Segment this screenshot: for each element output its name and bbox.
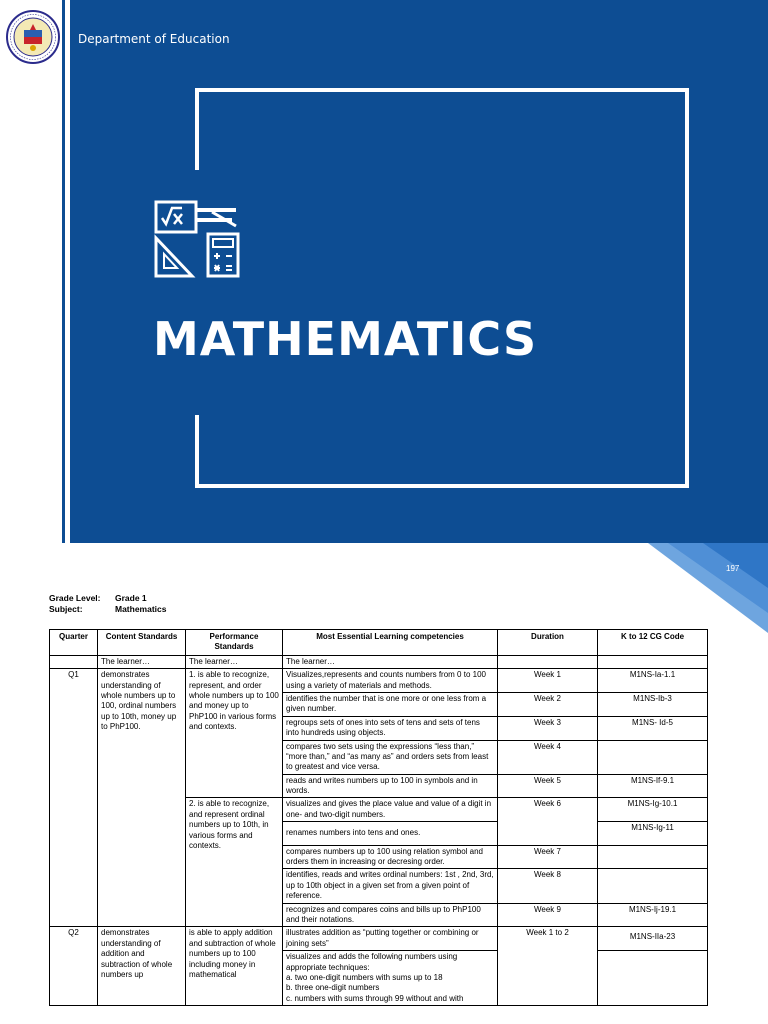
table-row xyxy=(50,669,708,693)
competency-cell: Visualizes,represents and counts numbers from 0 to 100 using a variety of materials and methods. xyxy=(283,669,498,693)
curriculum-page xyxy=(0,543,768,1024)
code-cell: M1NS-Ia-1.1 xyxy=(598,669,708,693)
duration-cell: Week 4 xyxy=(498,740,598,774)
cover-title: MATHEMATICS xyxy=(153,312,538,366)
competency-cell: identifies the number that is one more or one less from a given number. xyxy=(283,692,498,716)
table-header-row xyxy=(50,630,708,656)
code-cell: M1NS-Ij-19.1 xyxy=(598,903,708,927)
code-cell: M1NS-Ig-10.1 xyxy=(598,798,708,822)
page-number: 197 xyxy=(726,564,740,573)
subject-row xyxy=(49,604,167,614)
subheader-cell: The learner… xyxy=(98,655,186,668)
header-performance-standards: Performance Standards xyxy=(186,630,283,656)
competency-cell: compares two sets using the expressions “less than,” “more than,” and “as many as” and orders sets from least to greatest and vice versa. xyxy=(283,740,498,774)
competency-cell: regroups sets of ones into sets of tens and sets of tens into hundreds using objects. xyxy=(283,716,498,740)
code-cell: M1NS- Id-5 xyxy=(598,716,708,740)
header-duration: Duration xyxy=(498,630,598,656)
deped-seal-icon xyxy=(6,10,60,64)
code-cell xyxy=(598,845,708,869)
performance-standard-cell: 2. is able to recognize, and represent ordinal numbers up to 10th, in various forms and contexts. xyxy=(186,798,283,927)
subheader-cell: The learner… xyxy=(283,655,498,668)
code-cell: M1NS-If-9.1 xyxy=(598,774,708,798)
header-quarter: Quarter xyxy=(50,630,98,656)
duration-cell: Week 7 xyxy=(498,845,598,869)
header-competencies: Most Essential Learning competencies xyxy=(283,630,498,656)
subheader-cell xyxy=(598,655,708,668)
competency-subitem: a. two one-digit numbers with sums up to 18 xyxy=(286,972,443,982)
competency-cell: renames numbers into tens and ones. xyxy=(283,822,498,845)
code-cell xyxy=(598,740,708,774)
math-tools-icon xyxy=(152,198,244,280)
quarter-cell: Q1 xyxy=(50,669,98,927)
cover-side-stripe xyxy=(62,0,65,543)
competency-subitem: c. numbers with sums through 99 without and with xyxy=(286,993,464,1003)
code-cell: M1NS-Ib-3 xyxy=(598,692,708,716)
code-cell: M1NS-Ig-11 xyxy=(598,822,708,845)
competency-cell: illustrates addition as “putting together or combining or joining sets” xyxy=(283,927,498,951)
competency-table xyxy=(49,629,708,1006)
competency-cell: visualizes and gives the place value and value of a digit in one- and two-digit numbers. xyxy=(283,798,498,822)
duration-cell: Week 5 xyxy=(498,774,598,798)
header-content-standards: Content Standards xyxy=(98,630,186,656)
subject-value: Mathematics xyxy=(115,604,167,614)
performance-standard-cell: is able to apply addition and subtraction of whole numbers up to 100 including money in mathematical xyxy=(186,927,283,1006)
duration-cell: Week 9 xyxy=(498,903,598,927)
grade-level-value: Grade 1 xyxy=(115,593,147,603)
table-row xyxy=(50,927,708,951)
competency-cell: recognizes and compares coins and bills up to PhP100 and their notations. xyxy=(283,903,498,927)
table-subheader-row xyxy=(50,655,708,668)
competency-cell: compares numbers up to 100 using relation symbol and orders them in increasing or decresing order. xyxy=(283,845,498,869)
subheader-cell xyxy=(498,655,598,668)
content-standard-cell: demonstrates understanding of whole numbers up to 100, ordinal numbers up to 10th, money up to PhP100. xyxy=(98,669,186,927)
content-standard-cell: demonstrates understanding of addition and subtraction of whole numbers up xyxy=(98,927,186,1006)
page-corner-decoration xyxy=(648,543,768,633)
quarter-cell: Q2 xyxy=(50,927,98,1006)
duration-cell: Week 2 xyxy=(498,692,598,716)
code-cell xyxy=(598,869,708,903)
competency-subitem: b. three one-digit numbers xyxy=(286,983,380,993)
header-cg-code: K to 12 CG Code xyxy=(598,630,708,656)
performance-standard-cell: 1. is able to recognize, represent, and order whole numbers up to 100 and money up to PhP100 in various forms and contexts. xyxy=(186,669,283,798)
subheader-cell: The learner… xyxy=(186,655,283,668)
code-cell xyxy=(598,951,708,1006)
subject-label: Subject: xyxy=(49,604,83,614)
competency-cell: reads and writes numbers up to 100 in symbols and in words. xyxy=(283,774,498,798)
duration-cell: Week 3 xyxy=(498,716,598,740)
duration-cell: Week 6 xyxy=(498,798,598,845)
agency-name: Department of Education xyxy=(78,32,230,46)
competency-cell xyxy=(283,951,498,1006)
grade-level-row xyxy=(49,593,147,603)
grade-level-label: Grade Level: xyxy=(49,593,101,603)
duration-cell: Week 1 to 2 xyxy=(498,927,598,1006)
subheader-cell xyxy=(50,655,98,668)
duration-cell: Week 8 xyxy=(498,869,598,903)
cover-frame xyxy=(195,88,689,488)
duration-cell: Week 1 xyxy=(498,669,598,693)
code-cell: M1NS-IIa-23 xyxy=(598,927,708,951)
competency-text: visualizes and adds the following numbers using appropriate techniques: xyxy=(286,952,458,972)
competency-cell: identifies, reads and writes ordinal numbers: 1st , 2nd, 3rd, up to 10th object in a given set from a given point of reference. xyxy=(283,869,498,903)
